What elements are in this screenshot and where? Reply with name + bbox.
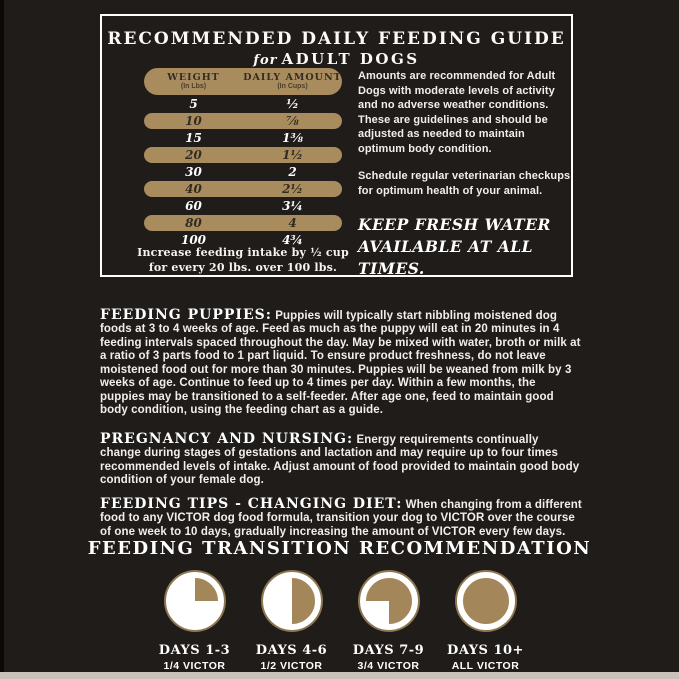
- weight-value: 5: [189, 97, 198, 111]
- amount-value: 1½: [282, 148, 303, 162]
- weight-value: 20: [185, 148, 202, 162]
- bottom-panel-edge: [0, 672, 679, 679]
- transition-step: [243, 570, 340, 672]
- pie-chart-three-quarter-victor: [360, 572, 418, 630]
- section-heading: PREGNANCY AND NURSING:: [100, 430, 354, 447]
- feeding-guide-box: [100, 14, 573, 277]
- weight-header-unit: (In Lbs): [180, 82, 207, 90]
- weight-value: 15: [185, 131, 202, 145]
- guide-notes: [358, 69, 574, 279]
- table-row: [144, 96, 342, 112]
- step-ratio-label: 3/4 VICTOR: [357, 660, 420, 672]
- transition-step: [340, 570, 437, 672]
- feeding-table-header: [144, 68, 342, 95]
- weight-value: 60: [185, 199, 202, 213]
- section-feeding-puppies: [100, 307, 582, 419]
- amount-value: 2: [288, 165, 297, 179]
- table-row: [144, 215, 342, 231]
- step-days-label: DAYS 7-9: [352, 643, 425, 658]
- section-heading: FEEDING TIPS - CHANGING DIET:: [100, 495, 403, 512]
- amount-value: ⅞: [286, 114, 299, 128]
- weight-value: 10: [185, 114, 202, 128]
- pie-chart-all-victor: [457, 572, 515, 630]
- table-row: [144, 113, 342, 129]
- guide-subtitle: [102, 50, 571, 68]
- guide-title: RECOMMENDED DAILY FEEDING GUIDE: [107, 29, 566, 49]
- step-days-label: DAYS 1-3: [158, 643, 231, 658]
- footnote-line2: for every 20 lbs. over 100 lbs.: [148, 260, 338, 274]
- pie-chart-half-victor: [263, 572, 321, 630]
- amount-value: 1⅜: [282, 131, 303, 145]
- step-ratio-label: 1/4 VICTOR: [163, 660, 226, 672]
- weight-value: 100: [180, 233, 207, 247]
- section-body: When changing from a different food to any VICTOR dog food formula, transition your dog to VICTOR over the course of one week to 10 days, gradually increasing the amount of VICTOR every few days.: [100, 498, 582, 538]
- table-row: [144, 147, 342, 163]
- feeding-table: [144, 68, 342, 248]
- table-row: [144, 164, 342, 180]
- transition-heading: FEEDING TRANSITION RECOMMENDATION: [87, 538, 592, 559]
- weight-value: 80: [185, 216, 202, 230]
- fresh-water-notice: KEEP FRESH WATER AVAILABLE AT ALL TIMES.: [358, 215, 551, 278]
- pie-chart-quarter-victor: [166, 572, 224, 630]
- weight-header-label: WEIGHT: [167, 71, 220, 83]
- step-days-label: DAYS 4-6: [255, 643, 328, 658]
- weight-value: 30: [185, 165, 202, 179]
- weight-column-header: [144, 73, 243, 90]
- section-pregnancy-nursing: [100, 431, 582, 488]
- table-row: [144, 181, 342, 197]
- table-row: [144, 198, 342, 214]
- step-days-label: DAYS 10+: [447, 643, 524, 658]
- amount-value: 4¾: [282, 233, 303, 247]
- amount-header-unit: (In Cups): [277, 82, 308, 90]
- amount-value: 3¼: [282, 199, 303, 213]
- section-feeding-tips: [100, 496, 582, 540]
- amount-header-label: DAILY AMOUNT: [243, 71, 342, 83]
- amount-column-header: [243, 73, 342, 90]
- table-footnote: [114, 246, 372, 276]
- guide-subtitle-text: ADULT DOGS: [281, 50, 420, 69]
- transition-step: [146, 570, 243, 672]
- left-edge-shadow: [0, 0, 4, 679]
- amount-value: 4: [288, 216, 297, 230]
- note-vet: Schedule regular veterinarian checkups for optimum health of your animal.: [358, 170, 571, 197]
- step-ratio-label: ALL VICTOR: [451, 660, 520, 672]
- section-heading: FEEDING PUPPIES:: [100, 306, 272, 323]
- section-body: Energy requirements continually change during stages of gestations and lactation and may require up to four times recommended levels of intake. Adjust amount of food provided to maintain good body condition of your female dog.: [100, 433, 580, 487]
- table-row: [144, 130, 342, 146]
- amount-value: ½: [286, 97, 299, 111]
- note-amounts: Amounts are recommended for Adult Dogs with moderate levels of activity and no adverse weather conditions. These are guidelines and should be adjusted as needed to maintain optimum body condition.: [358, 70, 556, 155]
- amount-value: 2½: [282, 182, 303, 196]
- weight-value: 40: [185, 182, 202, 196]
- step-ratio-label: 1/2 VICTOR: [260, 660, 323, 672]
- guide-subtitle-for: for: [253, 53, 278, 69]
- transition-step: [437, 570, 534, 672]
- footnote-line1: Increase feeding intake by ½ cup: [137, 246, 349, 259]
- section-body: Puppies will typically start nibbling moistened dog foods at 3 to 4 weeks of age. Feed as much as the puppy will eat in 20 minutes in 4 feeding intervals spaced throughout the day. May be mixed with water, broth or milk at a ratio of 3 parts food to 1 part liquid. To ensure product freshness, do not leave moistened food out for more than 30 minutes. Puppies will be weaned from milk by 3 weeks of age. Continue to feed up to 4 times per day. Within a few months, the puppies may be transitioned to a self-feeder. After age one, feed to maintain good body condition, using the feeding chart as a guide.: [100, 309, 581, 417]
- transition-steps: [146, 570, 534, 672]
